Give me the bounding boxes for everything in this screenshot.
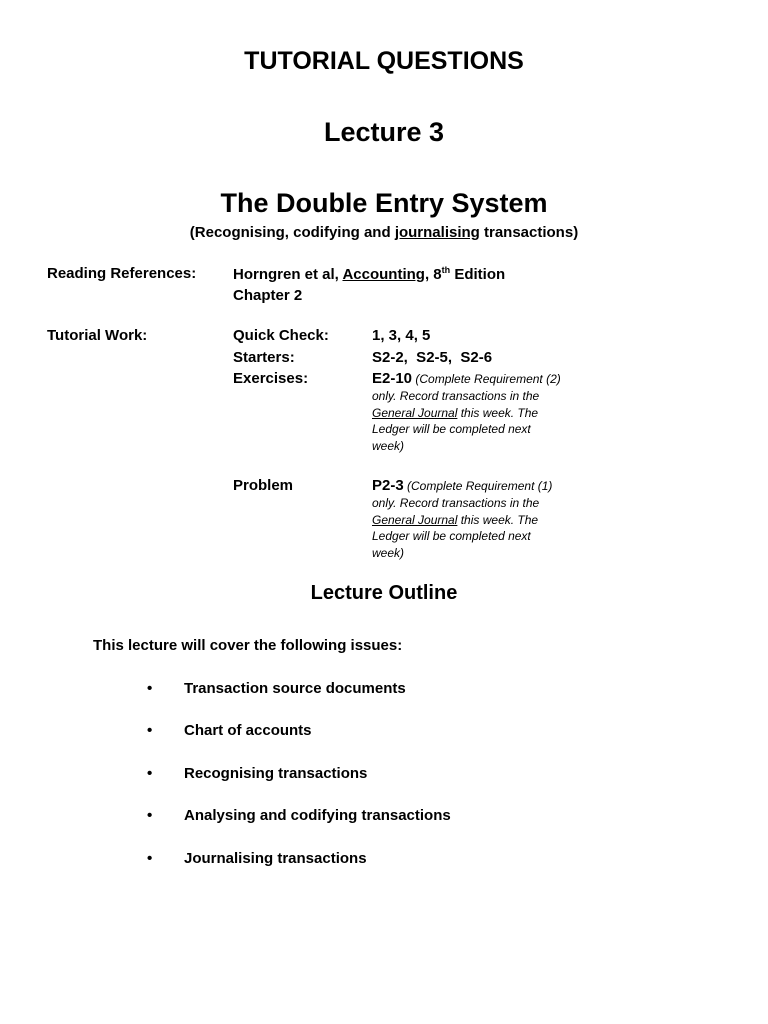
tutorial-label: Tutorial Work:	[47, 327, 148, 344]
exercises-note-line	[372, 405, 592, 422]
subtitle-underlined: journalising	[394, 224, 480, 241]
reading-edition-number: , 8	[424, 266, 442, 283]
exercises-note-line: (Complete Requirement (2)	[412, 372, 561, 386]
reading-book: Accounting	[342, 266, 425, 283]
bullet-icon: •	[147, 765, 153, 782]
subtitle-text-end: transactions)	[479, 224, 579, 241]
problem-note-line: only. Record transactions in the	[372, 496, 540, 510]
lecture-subtitle	[0, 224, 768, 241]
outline-item: Journalising transactions	[184, 850, 367, 867]
outline-item: Transaction source documents	[184, 680, 406, 697]
outline-intro: This lecture will cover the following issues:	[93, 637, 403, 654]
subtitle-text: (Recognising, codifying and	[189, 224, 395, 241]
exercises-note-text: this week. The	[457, 405, 539, 420]
problem-note-line: Ledger will be completed next	[372, 529, 531, 543]
bullet-icon: •	[147, 807, 153, 824]
reading-edition: Edition	[450, 266, 506, 283]
problem-note-line	[372, 512, 592, 529]
problem-note-text: this week. The	[457, 512, 539, 527]
exercises-note-line: week)	[372, 438, 405, 453]
bullet-icon: •	[147, 680, 153, 697]
exercises-note-line: Ledger will be completed next	[372, 422, 531, 436]
problem-note-line: (Complete Requirement (1)	[403, 479, 553, 493]
bullet-icon: •	[147, 722, 153, 739]
outline-item: Analysing and codifying transactions	[184, 807, 451, 824]
document-title: TUTORIAL QUESTIONS	[244, 47, 524, 75]
bullet-icon: •	[147, 850, 153, 867]
reading-chapter: Chapter 2	[233, 287, 303, 304]
general-journal-text: General Journal	[372, 512, 458, 527]
starters-value: S2-2, S2-5, S2-6	[372, 349, 493, 366]
exercises-detail	[372, 370, 592, 454]
quick-check-value: 1, 3, 4, 5	[372, 327, 431, 344]
problem-code: P2-3	[372, 477, 404, 494]
problem-note-line: week)	[372, 545, 405, 560]
exercises-code: E2-10	[372, 370, 413, 387]
exercises-label: Exercises:	[233, 370, 309, 387]
problem-label: Problem	[233, 477, 294, 494]
reading-authors: Horngren et al,	[233, 266, 343, 283]
exercises-note-line: only. Record transactions in the	[372, 389, 540, 403]
reading-edition-sup: th	[441, 265, 451, 275]
problem-detail	[372, 477, 592, 561]
outline-heading: Lecture Outline	[310, 582, 458, 604]
quick-check-label: Quick Check:	[233, 327, 329, 344]
outline-item: Recognising transactions	[184, 765, 368, 782]
general-journal-text: General Journal	[372, 405, 458, 420]
outline-item: Chart of accounts	[184, 722, 312, 739]
reading-label: Reading References:	[47, 265, 197, 282]
lecture-number: Lecture 3	[323, 117, 445, 147]
lecture-topic: The Double Entry System	[220, 188, 548, 218]
starters-label: Starters:	[233, 349, 295, 366]
reading-reference	[233, 265, 505, 283]
